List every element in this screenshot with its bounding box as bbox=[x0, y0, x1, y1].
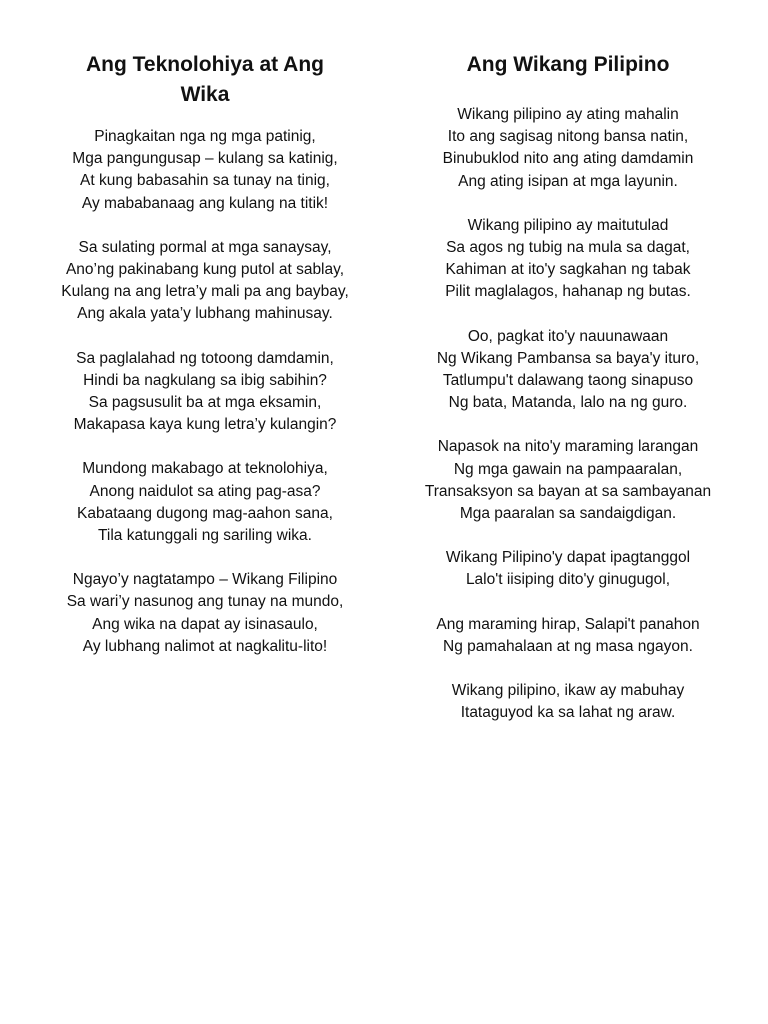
poem-line: Mundong makabago at teknolohiya, bbox=[82, 460, 328, 478]
stanza bbox=[40, 458, 370, 547]
poem-line: Tatlumpu't dalawang taong sinapuso bbox=[442, 372, 694, 390]
poem-line: Pinagkaitan nga ng mga patinig, bbox=[94, 128, 316, 145]
poem-line: Ng Wikang Pambansa sa baya'y ituro, bbox=[436, 349, 700, 367]
poem-line: Kabataang dugong mag-aahon sana, bbox=[77, 504, 333, 522]
poem-line: Sa agos ng tubig na mula sa dagat, bbox=[446, 239, 690, 257]
stanza bbox=[408, 326, 728, 415]
stanza bbox=[40, 348, 370, 437]
poem-line: Ng bata, Matanda, lalo na ng guro. bbox=[448, 394, 688, 412]
poem-line: Mga pangungusap – kulang sa katinig, bbox=[72, 150, 338, 168]
stanza bbox=[408, 436, 728, 525]
stanza bbox=[408, 680, 728, 724]
poem-title: Ang Teknolohiya at Ang Wika bbox=[85, 53, 324, 106]
poem-wikang-pilipino bbox=[408, 50, 728, 746]
poem-line: Mga paaralan sa sandaigdigan. bbox=[459, 505, 677, 523]
poem-line: Wikang pilipino, ikaw ay mabuhay bbox=[451, 682, 685, 700]
stanza-list bbox=[40, 126, 370, 658]
stanza-list bbox=[408, 104, 728, 724]
poem-title: Ang Wikang Pilipino bbox=[466, 53, 670, 76]
poem-line: Kahiman at ito'y sagkahan ng tabak bbox=[445, 261, 691, 279]
poem-line: Ay lubhang nalimot at nagkalitu-lito! bbox=[82, 637, 328, 655]
poem-line: Pilit maglalagos, hahanap ng butas. bbox=[445, 283, 691, 301]
poem-line: Ang wika na dapat ay isinasaulo, bbox=[92, 615, 318, 633]
poem-line: Ano’ng pakinabang kung putol at sablay, bbox=[65, 261, 345, 279]
stanza bbox=[40, 237, 370, 326]
poem-line: Wikang pilipino ay maitutulad bbox=[467, 216, 669, 234]
poem-line: Binubuklod nito ang ating damdamin bbox=[442, 150, 694, 168]
stanza bbox=[408, 104, 728, 193]
poem-line: Transaksyon sa bayan at sa sambayanan bbox=[424, 482, 712, 500]
poem-line: Sa pagsusulit ba at mga eksamin, bbox=[88, 394, 322, 412]
poem-teknolohiya bbox=[40, 50, 370, 680]
poem-line: Sa paglalahad ng totoong damdamin, bbox=[76, 349, 334, 367]
poem-line: At kung babasahin sa tunay na tinig, bbox=[80, 172, 330, 190]
poem-line: Ang ating isipan at mga layunin. bbox=[458, 172, 678, 190]
poem-line: Wikang pilipino ay ating mahalin bbox=[457, 106, 679, 123]
stanza bbox=[408, 215, 728, 304]
poem-line: Hindi ba nagkulang sa ibig sabihin? bbox=[83, 371, 327, 389]
stanza bbox=[408, 547, 728, 591]
poem-line: Sa sulating pormal at mga sanaysay, bbox=[78, 238, 332, 256]
poem-line: Ngayo’y nagtatampo – Wikang Filipino bbox=[72, 571, 338, 589]
poem-line: Ay mababanaag ang kulang na titik! bbox=[81, 194, 329, 212]
poem-line: Wikang Pilipino'y dapat ipagtanggol bbox=[445, 549, 691, 567]
stanza bbox=[40, 126, 370, 215]
poem-line: Oo, pagkat ito'y nauunawaan bbox=[467, 327, 669, 345]
poem-line: Lalo't iisiping dito'y ginugugol, bbox=[465, 571, 671, 589]
poem-line: Ng mga gawain na pampaaralan, bbox=[453, 460, 683, 478]
stanza bbox=[408, 614, 728, 658]
poem-line: Itataguyod ka sa lahat ng araw. bbox=[460, 704, 676, 722]
poem-line: Ang akala yata’y lubhang mahinusay. bbox=[77, 305, 333, 323]
poem-line: Ito ang sagisag nitong bansa natin, bbox=[447, 128, 689, 146]
poem-line: Ng pamahalaan at ng masa ngayon. bbox=[443, 637, 693, 655]
poem-line: Sa wari’y nasunog ang tunay na mundo, bbox=[66, 593, 344, 611]
stanza bbox=[40, 569, 370, 658]
poem-line: Kulang na ang letra’y mali pa ang baybay, bbox=[61, 283, 349, 301]
poem-line: Napasok na nito'y maraming larangan bbox=[437, 438, 699, 456]
poem-line: Ang maraming hirap, Salapi't panahon bbox=[436, 615, 700, 633]
poem-line: Anong naidulot sa ating pag-asa? bbox=[89, 482, 321, 500]
poem-line: Tila katunggali ng sariling wika. bbox=[98, 527, 312, 545]
poem-line: Makapasa kaya kung letra’y kulangin? bbox=[73, 416, 337, 434]
